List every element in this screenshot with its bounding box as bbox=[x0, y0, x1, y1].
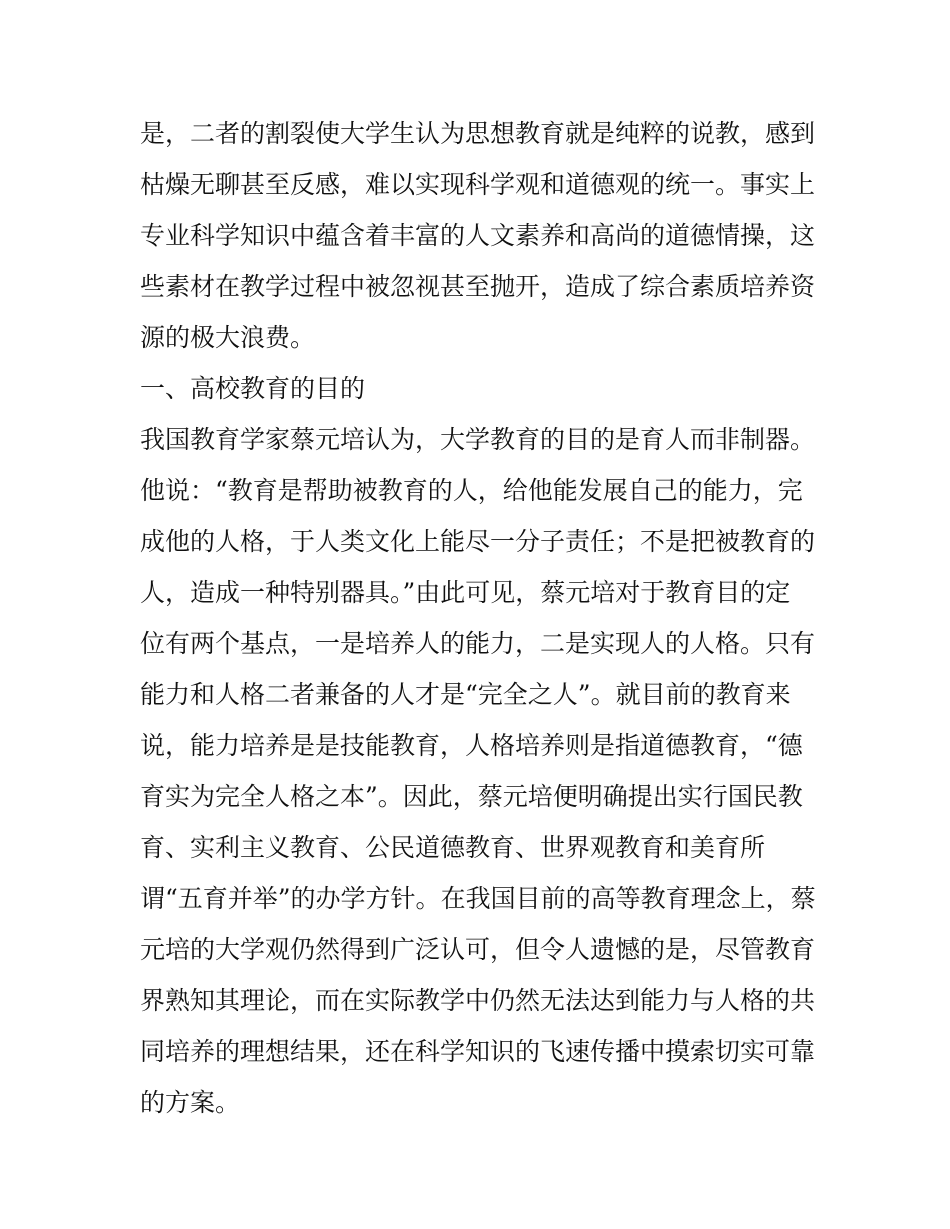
body-text bbox=[140, 108, 830, 1128]
section-heading: 一、高校教育的目的 bbox=[140, 374, 366, 403]
text-line: 育实为完全人格之本”。因此，蔡元培便明确提出实行国民教 bbox=[140, 782, 803, 811]
text-line: 源的极大浪费。 bbox=[140, 323, 316, 352]
text-line: 元培的大学观仍然得到广泛认可，但令人遗憾的是，尽管教育 bbox=[140, 935, 816, 964]
text-line: 人，造成一种特别器具。”由此可见，蔡元培对于教育目的定 bbox=[140, 578, 791, 607]
text-line: 些素材在教学过程中被忽视甚至抛开，造成了综合素质培养资 bbox=[140, 272, 816, 301]
text-line: 界熟知其理论，而在实际教学中仍然无法达到能力与人格的共 bbox=[140, 986, 816, 1015]
text-line: 专业科学知识中蕴含着丰富的人文素养和高尚的道德情操，这 bbox=[140, 221, 816, 250]
text-line: 育、实利主义教育、公民道德教育、世界观教育和美育所 bbox=[140, 833, 766, 862]
text-line: 谓“五育并举”的办学方针。在我国目前的高等教育理念上，蔡 bbox=[140, 884, 816, 913]
text-line: 说，能力培养是是技能教育，人格培养则是指道德教育，“德 bbox=[140, 731, 803, 760]
text-line: 枯燥无聊甚至反感，难以实现科学观和道德观的统一。事实上 bbox=[140, 170, 816, 199]
text-line: 的方案。 bbox=[140, 1088, 241, 1117]
text-line: 同培养的理想结果，还在科学知识的飞速传播中摸索切实可靠 bbox=[140, 1037, 816, 1066]
text-line: 能力和人格二者兼备的人才是“完全之人”。就目前的教育来 bbox=[140, 680, 791, 709]
text-line: 他说：“教育是帮助被教育的人，给他能发展自己的能力，完 bbox=[140, 476, 803, 505]
text-line: 我国教育学家蔡元培认为，大学教育的目的是育人而非制器。 bbox=[140, 425, 816, 454]
text-line: 是，二者的割裂使大学生认为思想教育就是纯粹的说教，感到 bbox=[140, 119, 816, 148]
text-line: 位有两个基点，一是培养人的能力，二是实现人的人格。只有 bbox=[140, 629, 816, 658]
text-line: 成他的人格，于人类文化上能尽一分子责任；不是把被教育的 bbox=[140, 527, 816, 556]
